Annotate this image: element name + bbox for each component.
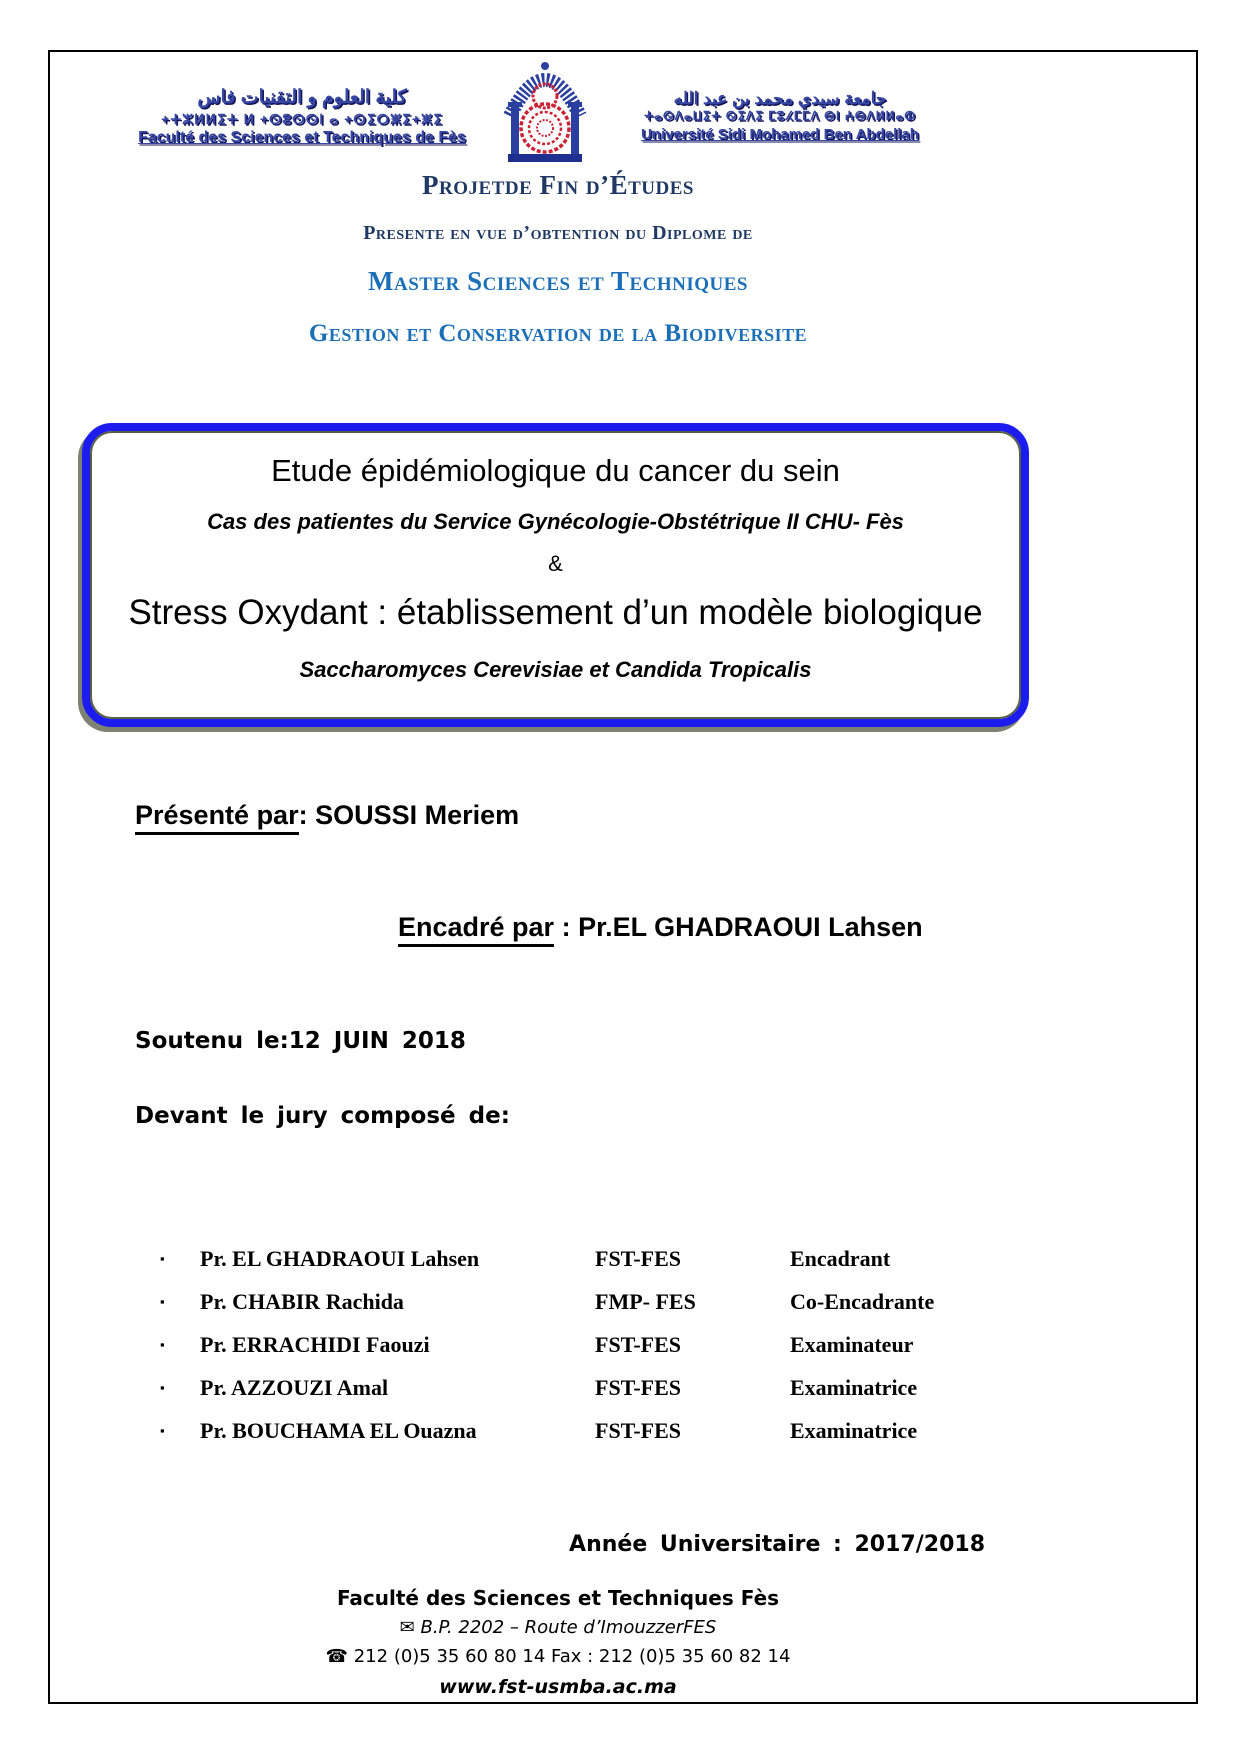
bullet-icon: ▪ xyxy=(160,1379,165,1395)
purpose-heading: Presente en vue d’obtention du Diplome de xyxy=(363,222,753,244)
jury-member-role: Examinatrice xyxy=(790,1374,918,1400)
document-type-heading: Projetde Fin d’Études xyxy=(422,170,694,200)
faculty-tifinagh-name: +ⵜⵣⵍⵍⵉⵜ ⵍ +ⵙⵓⵙⵙⵏ ⴰ +ⵙⵉⵔⵥⵉ+ⵥⵉ xyxy=(161,110,443,127)
jury-member-role: Examinatrice xyxy=(790,1417,918,1443)
jury-member-institution: FMP- FES xyxy=(595,1288,696,1314)
footer-phone-text: 212 (0)5 35 60 80 14 Fax : 212 (0)5 35 60 82 14 xyxy=(353,1646,791,1667)
jury-row xyxy=(160,1237,1060,1280)
footer-address-text: B.P. 2202 – Route d’ImouzzerFES xyxy=(420,1617,717,1638)
thesis-title-1: Etude épidémiologique du cancer du sein xyxy=(271,453,840,488)
jury-member-role: Encadrant xyxy=(790,1245,891,1271)
supervised-by-separator: : xyxy=(554,912,579,942)
bullet-icon: ▪ xyxy=(160,1336,165,1352)
jury-member-role: Examinateur xyxy=(790,1331,914,1357)
jury-member-institution: FST-FES xyxy=(595,1331,682,1357)
footer-website: www.fst-usmba.ac.ma xyxy=(439,1676,677,1698)
footer-faculty-name: Faculté des Sciences et Techniques Fès xyxy=(336,1586,780,1610)
thesis-subtitle-1: Cas des patientes du Service Gynécologie-Obstétrique II CHU- Fès xyxy=(207,509,904,534)
supervised-by-line xyxy=(398,912,923,943)
jury-list xyxy=(160,1237,1060,1452)
bullet-icon: ▪ xyxy=(160,1422,165,1438)
jury-member-name: Pr. BOUCHAMA EL Ouazna xyxy=(200,1417,477,1443)
jury-intro-line: Devant le jury composé de: xyxy=(135,1103,510,1129)
footer-address-line xyxy=(48,1617,1068,1638)
jury-member-name: Pr. ERRACHIDI Faouzi xyxy=(200,1331,430,1357)
phone-icon: ☎ xyxy=(325,1646,348,1667)
mail-icon: ✉ xyxy=(399,1617,415,1638)
university-arabic-name: جامعة سيدي محمد بن عبد الله xyxy=(673,89,887,108)
faculty-logo-block xyxy=(112,86,492,149)
jury-member-institution: FST-FES xyxy=(595,1245,682,1271)
academic-year-line: Année Universitaire : 2017/2018 xyxy=(569,1532,985,1557)
university-emblem-icon xyxy=(500,58,590,162)
jury-member-name: Pr. CHABIR Rachida xyxy=(200,1288,404,1314)
jury-row xyxy=(160,1280,1060,1323)
presented-by-line xyxy=(135,800,519,831)
supervised-by-label: Encadré par xyxy=(398,912,554,947)
thesis-subtitle-2: Saccharomyces Cerevisiae et Candida Tropicalis xyxy=(299,657,812,682)
university-french-name: Université Sidi Mohamed Ben Abdellah xyxy=(641,125,919,143)
jury-member-role: Co-Encadrante xyxy=(790,1288,935,1314)
jury-row xyxy=(160,1409,1060,1452)
bullet-icon: ▪ xyxy=(160,1250,165,1266)
thesis-title-box xyxy=(82,423,1029,727)
jury-row xyxy=(160,1323,1060,1366)
presented-by-name: SOUSSI Meriem xyxy=(315,800,520,830)
thesis-title-2: Stress Oxydant : établissement d’un modèle biologique xyxy=(128,593,983,632)
jury-member-name: Pr. EL GHADRAOUI Lahsen xyxy=(200,1245,480,1271)
faculty-arabic-name: كلية العلوم و التقنيات فاس xyxy=(197,87,407,108)
defense-date-line: Soutenu le:12 JUIN 2018 xyxy=(135,1028,466,1054)
jury-row xyxy=(160,1366,1060,1409)
ampersand-separator: & xyxy=(548,551,563,576)
jury-member-institution: FST-FES xyxy=(595,1374,682,1400)
degree-heading: Master Sciences et Techniques xyxy=(368,266,748,296)
university-tifinagh-name: ⵜⴰⵙⴷⴰⵡⵉⵜ ⵙⵉⴷⵉ ⵎⵓⵃⵎⵎⴷ ⴱⵏ ⵄⴱⴷⵍⵍⴰⵀ xyxy=(644,109,916,124)
bullet-icon: ▪ xyxy=(160,1293,165,1309)
jury-member-name: Pr. AZZOUZI Amal xyxy=(200,1374,389,1400)
faculty-french-name: Faculté des Sciences et Techniques de Fès xyxy=(138,128,466,146)
presented-by-label: Présenté par xyxy=(135,800,299,835)
supervised-by-name: Pr.EL GHADRAOUI Lahsen xyxy=(578,912,923,942)
university-logo-block xyxy=(630,88,930,144)
specialty-heading: Gestion et Conservation de la Biodiversite xyxy=(308,320,808,347)
footer-phone-line xyxy=(48,1646,1068,1667)
jury-member-institution: FST-FES xyxy=(595,1417,682,1443)
page-border-frame xyxy=(48,50,1198,1704)
presented-by-separator: : xyxy=(298,800,316,830)
